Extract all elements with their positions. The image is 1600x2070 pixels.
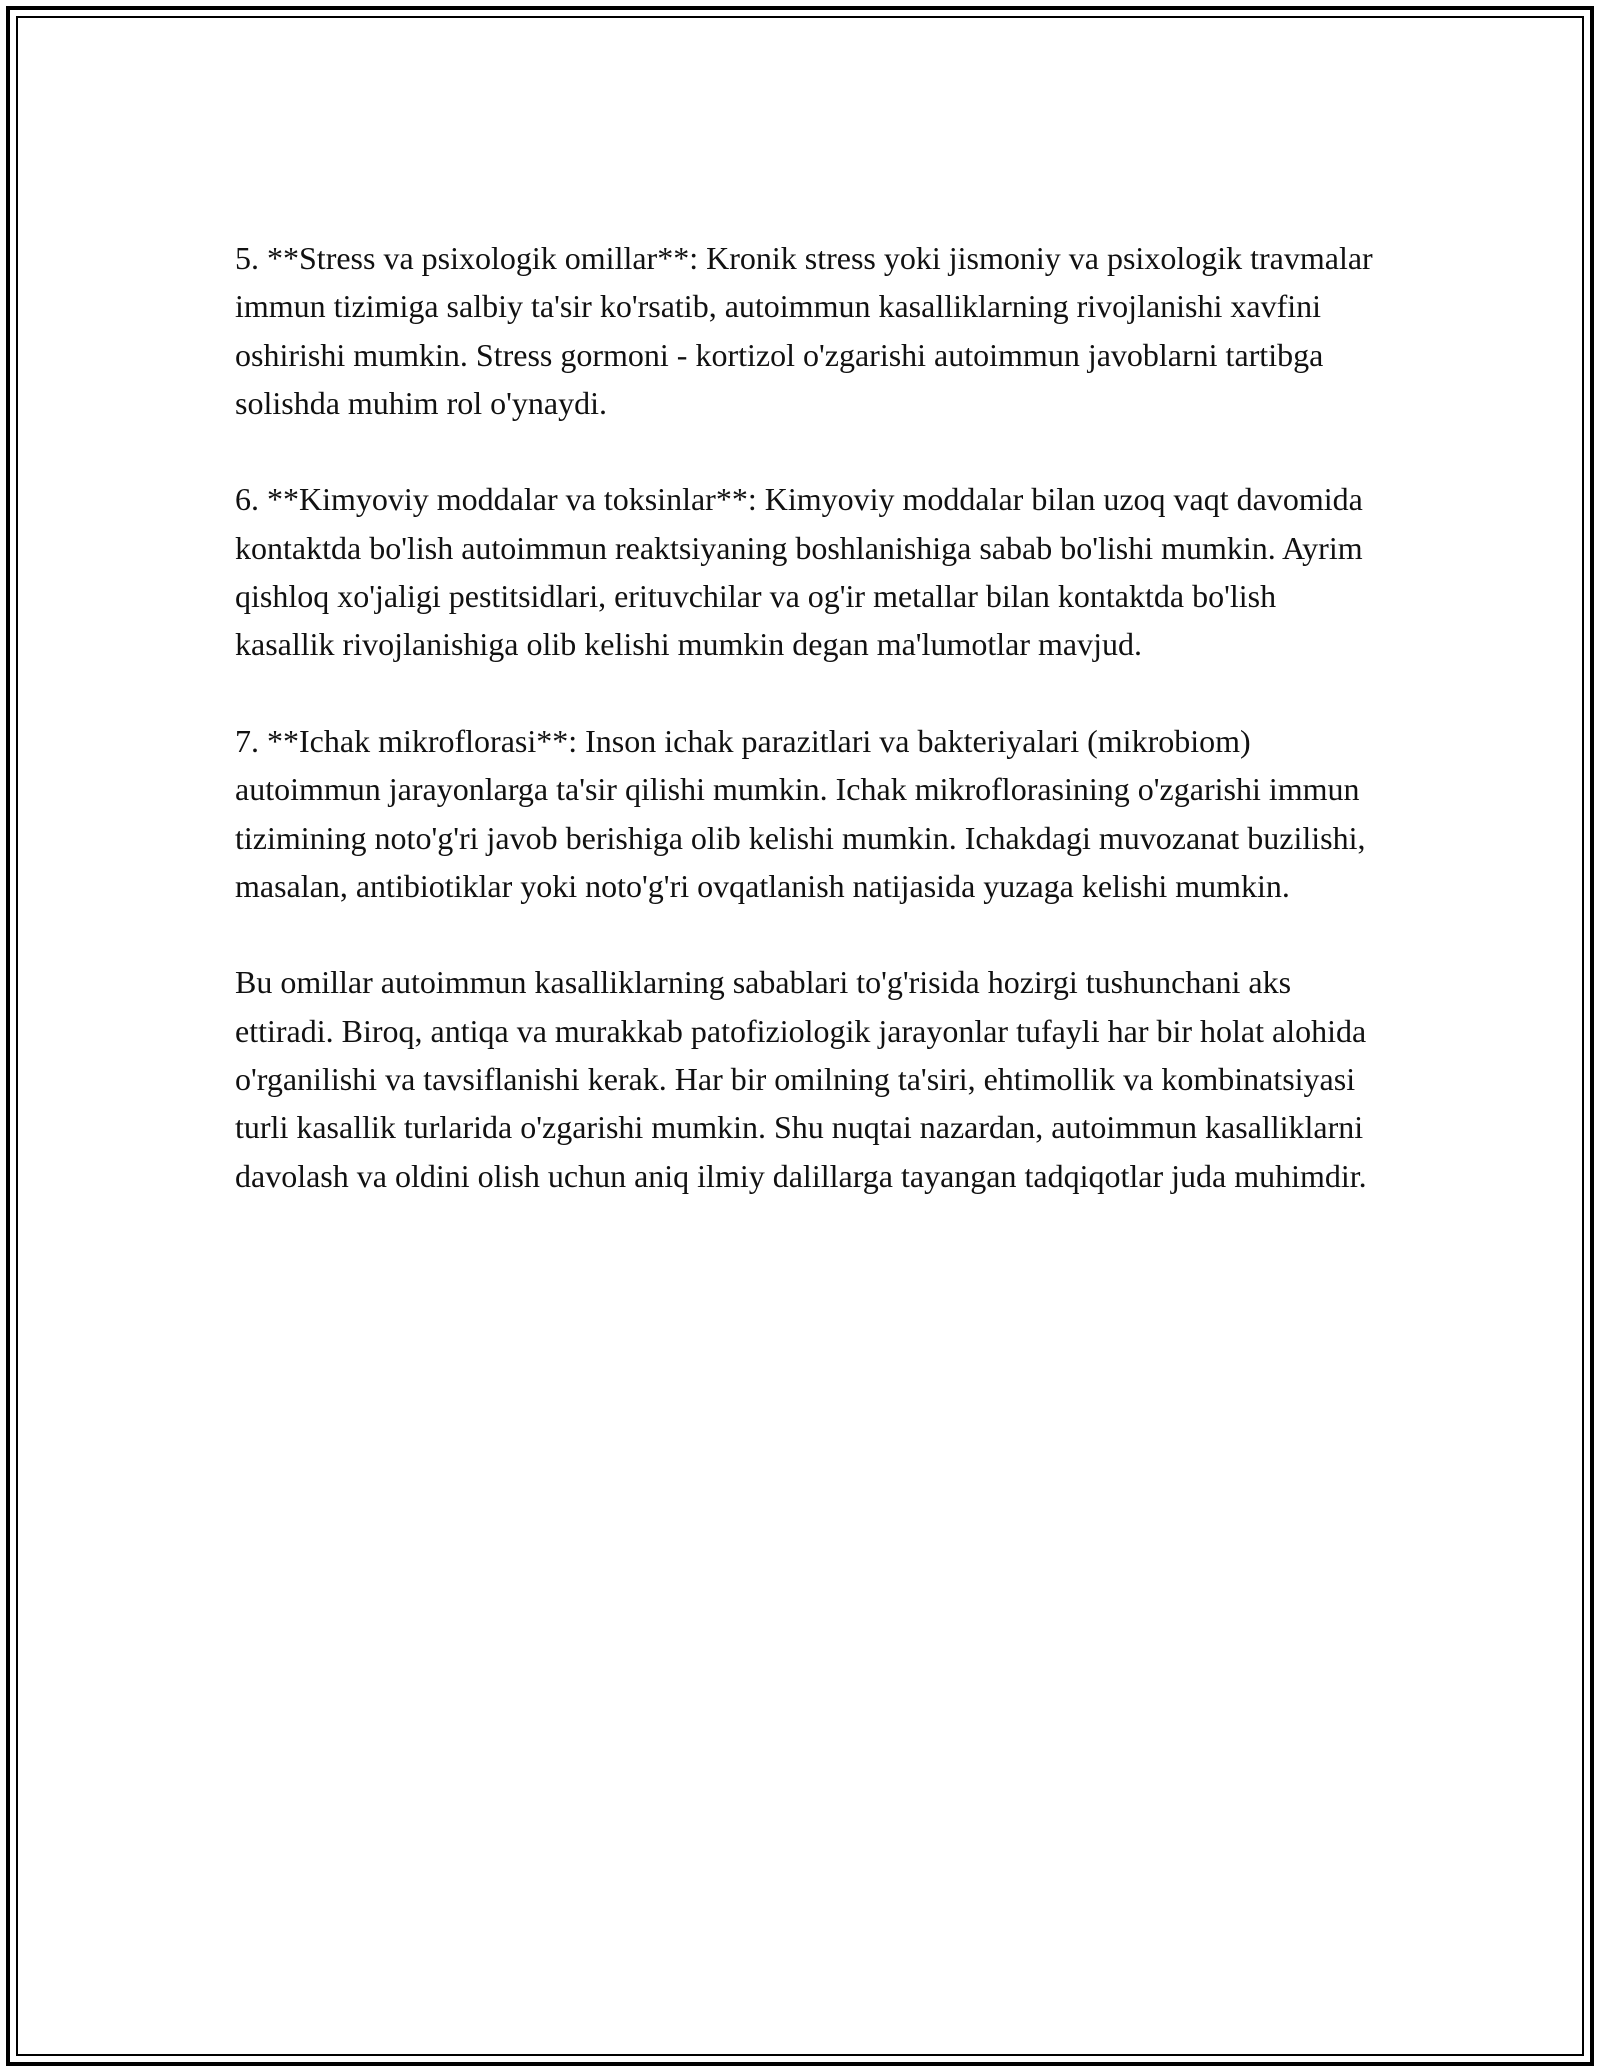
- paragraph-gut-microflora: 7. **Ichak mikroflorasi**: Inson ichak parazitlari va bakteriyalari (mikrobiom) autoimmun jarayonlarga ta'sir qilishi mumkin. Ichak mikroflorasining o'zgarishi immun tizimining noto'g'ri javob berishiga olib kelishi mumkin. Ichakdagi muvozanat buzilishi, masalan, antibiotiklar yoki noto'g'ri ovqatlanish natijasida yuzaga kelishi mumkin.: [235, 722, 1366, 904]
- document-body: [235, 234, 1375, 1248]
- paragraph-stress-factors: 5. **Stress va psixologik omillar**: Kronik stress yoki jismoniy va psixologik travmalar immun tizimiga salbiy ta'sir ko'rsatib, autoimmun kasalliklarning rivojlanishi xavfini oshirishi mumkin. Stress gormoni - kortizol o'zgarishi autoimmun javoblarni tartibga solishda muhim rol o'ynaydi.: [235, 240, 1373, 421]
- paragraph-conclusion: Bu omillar autoimmun kasalliklarning sabablari to'g'risida hozirgi tushunchani aks ettiradi. Biroq, antiqa va murakkab patofiziologik jarayonlar tufayli har bir holat alohida o'rganilishi va tavsiflanishi kerak. Har bir omilning ta'siri, ehtimollik va kombinatsiyasi turli kasallik turlarida o'zgarishi mumkin. Shu nuqtai nazardan, autoimmun kasalliklarni davolash va oldini olish uchun aniq ilmiy dalillarga tayangan tadqiqotlar juda muhimdir.: [235, 964, 1367, 1194]
- paragraph-chemical-factors: 6. **Kimyoviy moddalar va toksinlar**: Kimyoviy moddalar bilan uzoq vaqt davomida kontaktda bo'lish autoimmun reaktsiyaning boshlanishiga sabab bo'lishi mumkin. Ayrim qishloq xo'jaligi pestitsidlari, erituvchilar va og'ir metallar bilan kontaktda bo'lish kasallik rivojlanishiga olib kelishi mumkin degan ma'lumotlar mavjud.: [235, 481, 1363, 663]
